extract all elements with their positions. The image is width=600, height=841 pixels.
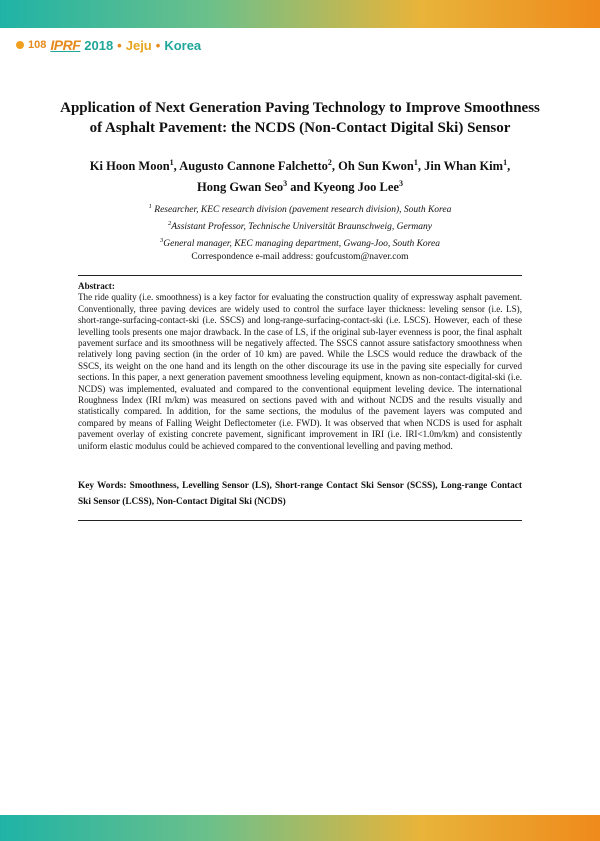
correspondence-email: Correspondence e-mail address: goufcustom@naver.com	[191, 252, 409, 262]
keywords: Key Words: Smoothness, Levelling Sensor (LS), Short-range Contact Ski Sensor (SCSS), Long-range Contact Ski Sensor (LCSS), Non-Contact Digital Ski (NCDS)	[78, 481, 522, 507]
abstract-heading: Abstract:	[78, 281, 115, 291]
author: Hong Gwan Seo$^3$ and	[197, 179, 314, 195]
affiliation: $^3$General manager, KEC managing department, Gwang-Joo, South Korea	[160, 237, 440, 250]
logo-separator: •	[155, 37, 161, 53]
paper-title	[60, 98, 540, 138]
logo-country: Korea	[164, 37, 202, 53]
author: Jin Whan Kim$^1$,	[424, 158, 511, 174]
logo-year: 2018	[84, 37, 114, 53]
logo-number: 108	[28, 39, 47, 51]
affiliation-list	[60, 200, 540, 251]
footer-color-bar	[0, 815, 600, 841]
conference-logo	[16, 36, 201, 54]
logo-separator: •	[117, 37, 122, 53]
author: Kyeong Joo Lee$^3$	[313, 179, 403, 195]
author-list	[60, 154, 540, 196]
sun-icon	[16, 41, 24, 49]
author: Oh Sun Kwon$^1$,	[338, 158, 425, 174]
divider-top	[78, 275, 522, 276]
abstract	[78, 281, 522, 452]
logo-city: Jeju	[125, 37, 152, 53]
author: Ki Hoon Moon$^1$,	[89, 158, 180, 174]
affiliation: $^1$ Researcher, KEC research division (pavement research division), South Korea	[148, 203, 452, 216]
header-color-bar	[0, 0, 600, 28]
affiliation: $^2$Assistant Professor, Technische Universität Braunschweig, Germany	[167, 220, 433, 233]
title-line-1: Application of Next Generation Paving Technology to Improve Smoothness	[60, 100, 540, 116]
title-line-2: of Asphalt Pavement: the NCDS (Non-Contact Digital Ski) Sensor	[89, 120, 511, 136]
abstract-body: The ride quality (i.e. smoothness) is a key factor for evaluating the construction quality of expressway asphalt pavement. Conventionally, three paving devices are widely used to control the surface layer thickness: leveling sensor (i.e. LS), short-range-surfacing-contact-ski (i.e. SSCS) and long-range-surfacing-contact-ski (i.e. LSCS). However, each of these levelling tools presents one major drawback. In the case of LS, if the original sub-layer evenness is poor, the final asphalt pavement surface and its smoothness will be negatively affected. The SSCS cannot assure satisfactory smoothness when relatively long paving section (in the order of 10 km) are paved. While the LSCS would reduce the drawback of the SSCS, its weight on the one hand and its length on the other discourage its use in the paving site especially for curved sections. In this paper, a next generation pavement smoothness leveling equipment, known as non-contact-digital-ski (i.e. NCDS) was implemented, evaluated and compared to the conventional equipment leveling device. The international Roughness Index (IRI m/km) was measured on sections paved with and without NCDS and the results visually and statistically compared. In addition, for the same sections, the modulus of the pavement layers was computed and compared by means of Falling Weight Deflectometer (i.e. FWD). It was observed that when NCDS is used for asphalt pavement overlay of existing concrete pavement, significant improvement in IRI (i.e. IRI<1.0m/km) and consistently uniform elastic modulus could be achieved compared to the conventional levelling and paving method.	[78, 292, 522, 451]
divider-bottom	[78, 520, 522, 521]
logo-brand: IPRF	[50, 37, 81, 53]
author: Augusto Cannone Falchetto$^2$,	[179, 158, 339, 174]
